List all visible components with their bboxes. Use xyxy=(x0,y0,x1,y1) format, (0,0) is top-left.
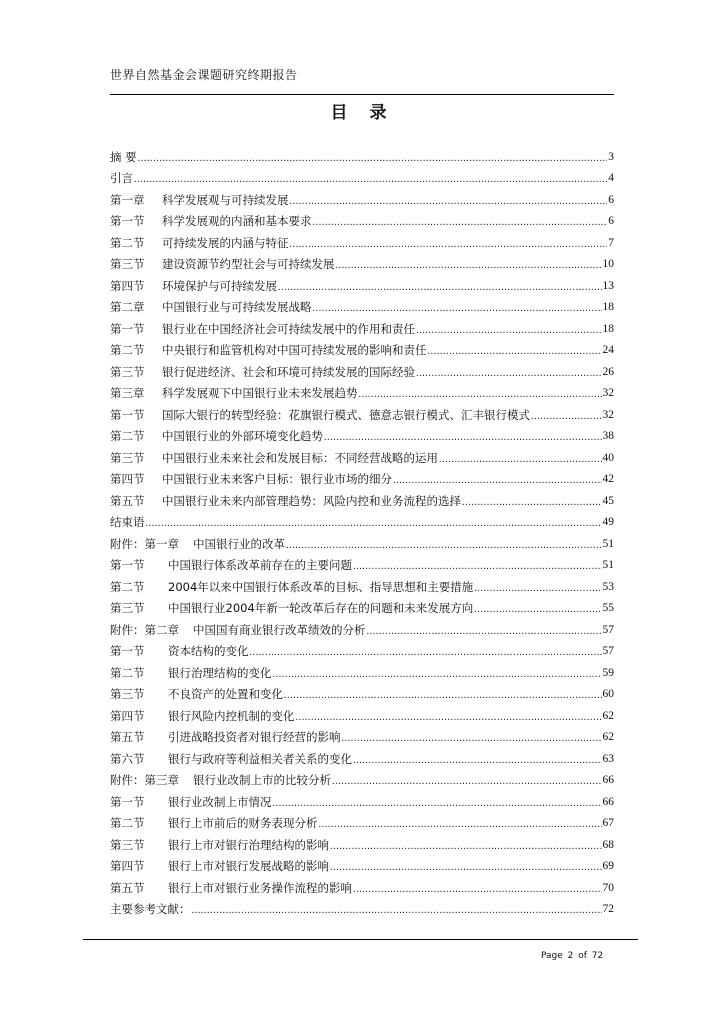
toc-entry-title: 银行上市对银行治理结构的影响 xyxy=(168,837,329,852)
toc-entry[interactable] xyxy=(110,443,614,465)
toc-dot-leader xyxy=(439,451,602,465)
toc-entry-label: 第四节 xyxy=(110,278,145,293)
toc-entry-label: 第一节 xyxy=(110,558,145,572)
toc-entry-title: 资本结构的变化 xyxy=(168,644,249,658)
toc-entry-title: 科学发展观的内涵和基本要求 xyxy=(162,214,312,228)
toc-entry[interactable] xyxy=(110,336,614,358)
toc-entry-page: 62 xyxy=(602,731,614,743)
toc-dot-leader xyxy=(296,709,602,723)
toc-entry-label: 第三节 xyxy=(110,837,145,852)
toc-entry-title: 中国银行业的外部环境变化趋势 xyxy=(162,429,323,443)
toc-dot-leader xyxy=(367,623,602,637)
toc-entry-label: 第四节 xyxy=(110,859,145,873)
toc-entry-label: 第二节 xyxy=(110,665,145,680)
toc-dot-leader xyxy=(250,644,602,658)
toc-entry-page: 70 xyxy=(602,881,614,894)
toc-entry-title: 科学发展观下中国银行业未来发展趋势 xyxy=(162,386,358,400)
toc-dot-leader xyxy=(324,429,602,443)
toc-entry-page: 51 xyxy=(602,537,614,550)
toc-dot-leader xyxy=(393,472,602,486)
toc-entry-page: 6 xyxy=(608,193,614,206)
toc-dot-leader xyxy=(290,193,608,207)
toc-entry-title: 银行风险内控机制的变化 xyxy=(168,708,295,723)
toc-dot-leader xyxy=(330,859,602,873)
toc-entry-title: 中国银行业与可持续发展战略 xyxy=(162,300,312,314)
toc-dot-leader xyxy=(278,279,602,293)
toc-entry-page: 60 xyxy=(602,688,614,700)
toc-entry-page: 18 xyxy=(602,322,614,335)
toc-dot-leader xyxy=(359,386,602,400)
toc-entry-title: 国际大银行的转型经验：花旗银行模式、德意志银行模式、汇丰银行模式 xyxy=(162,407,530,422)
toc-dot-leader xyxy=(462,494,602,508)
toc-entry-label: 第三节 xyxy=(110,601,145,615)
toc-entry-title: 银行治理结构的变化 xyxy=(168,665,272,680)
toc-entry-label: 第五节 xyxy=(110,730,145,744)
toc-entry-title: 银行上市对银行发展战略的影响 xyxy=(168,859,329,873)
toc-entry-title: 银行业改制上市的比较分析 xyxy=(193,773,331,787)
toc-entry-label: 第一节 xyxy=(110,794,145,809)
toc-entry-label: 附件：第三章 xyxy=(110,773,179,787)
toc-entry-page: 26 xyxy=(602,365,614,378)
toc-entry-label: 结束语 xyxy=(110,515,145,529)
toc-entry-page: 45 xyxy=(602,494,614,507)
toc-entry-label: 第一节 xyxy=(110,644,145,658)
toc-entry[interactable] xyxy=(110,465,614,487)
toc-dot-leader xyxy=(313,214,608,228)
toc-entry[interactable] xyxy=(110,572,614,594)
toc-entry[interactable] xyxy=(110,787,614,809)
toc-entry-page: 66 xyxy=(602,774,614,786)
toc-entry-label: 第四节 xyxy=(110,472,145,486)
toc-dot-leader xyxy=(146,515,602,529)
toc-entry-page: 10 xyxy=(602,258,614,270)
toc-entry[interactable] xyxy=(110,658,614,680)
toc-entry-page: 3 xyxy=(608,150,614,163)
toc-dot-leader xyxy=(290,236,608,250)
toc-entry-label: 第二节 xyxy=(110,235,145,250)
toc-dot-leader xyxy=(353,558,602,572)
toc-entry[interactable] xyxy=(110,873,614,895)
toc-entry-title: 银行业改制上市情况 xyxy=(168,794,272,809)
toc-entry-label: 第一节 xyxy=(110,214,145,228)
toc-entry-page: 32 xyxy=(602,408,614,421)
toc-entry[interactable] xyxy=(110,508,614,530)
footer-rule xyxy=(83,939,638,940)
toc-dot-leader xyxy=(313,300,602,314)
toc-entry-label: 第二节 xyxy=(110,816,145,830)
header-rule xyxy=(110,94,614,95)
toc-entry-page: 59 xyxy=(602,666,614,679)
toc-entry[interactable] xyxy=(110,852,614,874)
toc-entry-label: 第三节 xyxy=(110,450,145,465)
toc-entry-page: 51 xyxy=(602,559,614,571)
toc-entry-label: 第三章 xyxy=(110,386,145,400)
toc-entry-label: 第二节 xyxy=(110,579,145,594)
toc-entry-title: 建设资源节约型社会与可持续发展 xyxy=(162,257,335,271)
toc-entry-page: 67 xyxy=(602,817,614,829)
toc-entry-page: 57 xyxy=(602,623,614,636)
toc-entry-title: 可持续发展的内涵与特征 xyxy=(162,235,289,250)
toc-dot-leader xyxy=(474,601,601,615)
toc-entry-page: 57 xyxy=(602,645,614,657)
toc-entry[interactable] xyxy=(110,422,614,444)
toc-entry[interactable] xyxy=(110,637,614,659)
toc-entry-label: 附件：第一章 xyxy=(110,536,179,551)
toc-entry-title: 银行上市前后的财务表现分析 xyxy=(168,816,318,830)
toc-entry-title: 科学发展观与可持续发展 xyxy=(162,192,289,207)
toc-dot-leader xyxy=(416,365,602,379)
toc-entry-title: 银行上市对银行业务操作流程的影响 xyxy=(168,880,352,895)
toc-entry-label: 第四节 xyxy=(110,708,145,723)
toc-dot-leader xyxy=(330,838,602,852)
toc-dot-leader xyxy=(336,257,602,271)
toc-dot-leader xyxy=(286,537,602,551)
toc-entry-title: 中国国有商业银行改革绩效的分析 xyxy=(193,622,366,637)
toc-entry-page: 72 xyxy=(602,903,614,915)
toc-dot-leader xyxy=(273,795,602,809)
toc-entry-page: 49 xyxy=(602,516,614,528)
toc-entry-label: 第五节 xyxy=(110,493,145,508)
toc-entry[interactable] xyxy=(110,357,614,379)
toc-entry[interactable] xyxy=(110,615,614,637)
toc-entry-page: 62 xyxy=(602,709,614,722)
toc-entry-label: 第三节 xyxy=(110,364,145,379)
toc-entry[interactable] xyxy=(110,701,614,723)
toc-entry-page: 68 xyxy=(602,838,614,851)
toc-entry-page: 24 xyxy=(602,344,614,356)
toc-entry-label: 主要参考文献： xyxy=(110,902,191,916)
toc-entry[interactable] xyxy=(110,723,614,745)
toc-dot-leader xyxy=(474,580,601,594)
toc-entry-label: 第二节 xyxy=(110,343,145,357)
toc-entry[interactable] xyxy=(110,164,614,186)
toc-entry-page: 18 xyxy=(602,301,614,313)
toc-entry[interactable] xyxy=(110,228,614,250)
toc-entry[interactable] xyxy=(110,142,614,164)
toc-entry-title: 引进战略投资者对银行经营的影响 xyxy=(168,730,341,744)
toc-entry-label: 第五节 xyxy=(110,880,145,895)
toc-entry-page: 53 xyxy=(602,580,614,593)
toc-entry-title: 2004年以来中国银行体系改革的目标、指导思想和主要措施 xyxy=(168,579,474,594)
toc-entry[interactable] xyxy=(110,766,614,788)
toc-entry-page: 6 xyxy=(608,215,614,227)
toc-dot-leader xyxy=(192,902,602,916)
toc-entry-page: 69 xyxy=(602,860,614,872)
toc-entry-title: 中国银行业未来社会和发展目标：不同经营战略的运用 xyxy=(162,450,438,465)
toc-dot-leader xyxy=(342,730,602,744)
toc-entry[interactable] xyxy=(110,250,614,272)
toc-entry-label: 第一节 xyxy=(110,321,145,336)
toc-entry[interactable] xyxy=(110,680,614,702)
toc-entry-page: 66 xyxy=(602,795,614,808)
toc-dot-leader xyxy=(134,171,607,185)
toc-entry-label: 第三节 xyxy=(110,257,145,271)
toc-entry-page: 63 xyxy=(602,752,614,765)
toc-entry[interactable] xyxy=(110,400,614,422)
toc-dot-leader xyxy=(353,881,602,895)
toc-entry-label: 第一节 xyxy=(110,407,145,422)
toc-entry[interactable] xyxy=(110,486,614,508)
toc-entry[interactable] xyxy=(110,185,614,207)
toc-dot-leader xyxy=(531,408,602,422)
toc-entry-label: 第一章 xyxy=(110,192,145,207)
toc-entry[interactable] xyxy=(110,895,614,917)
toc-entry-title: 中央银行和监管机构对中国可持续发展的影响和责任 xyxy=(162,343,427,357)
toc-entry-label: 第二章 xyxy=(110,300,145,314)
toc-dot-leader xyxy=(353,752,602,766)
toc-entry-label: 第二节 xyxy=(110,429,145,443)
toc-entry[interactable] xyxy=(110,809,614,831)
toc-entry[interactable] xyxy=(110,207,614,229)
toc-entry[interactable] xyxy=(110,830,614,852)
toc-entry-title: 中国银行业的改革 xyxy=(193,536,285,551)
page-number: Page 2 of 72 xyxy=(541,951,604,961)
toc-entry-title: 银行业在中国经济社会可持续发展中的作用和责任 xyxy=(162,321,415,336)
toc-dot-leader xyxy=(273,666,602,680)
toc-dot-leader xyxy=(284,687,602,701)
toc-dot-leader xyxy=(332,773,602,787)
toc-entry-label: 引言 xyxy=(110,171,133,185)
toc-entry-title: 中国银行业2004年新一轮改革后存在的问题和未来发展方向 xyxy=(168,601,474,615)
toc-entry-title: 环境保护与可持续发展 xyxy=(162,278,277,293)
toc-entry-page: 32 xyxy=(602,387,614,399)
toc-entry[interactable] xyxy=(110,379,614,401)
table-of-contents xyxy=(110,142,614,916)
toc-entry[interactable] xyxy=(110,314,614,336)
toc-entry-title: 银行促进经济、社会和环境可持续发展的国际经验 xyxy=(162,364,415,379)
toc-entry-title: 中国银行体系改革前存在的主要问题 xyxy=(168,558,352,572)
running-header: 世界自然基金会课题研究终期报告 xyxy=(110,68,298,82)
toc-title: 目 录 xyxy=(330,103,395,123)
toc-entry-page: 7 xyxy=(608,236,614,249)
toc-entry-page: 4 xyxy=(608,172,614,184)
toc-entry[interactable] xyxy=(110,529,614,551)
toc-entry-page: 38 xyxy=(602,430,614,442)
toc-dot-leader xyxy=(138,150,608,164)
toc-entry-label: 第三节 xyxy=(110,687,145,701)
toc-entry[interactable] xyxy=(110,594,614,616)
toc-entry-page: 13 xyxy=(602,279,614,292)
toc-dot-leader xyxy=(428,343,602,357)
toc-entry-page: 55 xyxy=(602,602,614,614)
toc-entry-title: 中国银行业未来内部管理趋势：风险内控和业务流程的选择 xyxy=(162,493,461,508)
toc-entry-title: 不良资产的处置和变化 xyxy=(168,687,283,701)
toc-entry-title: 银行与政府等利益相关者关系的变化 xyxy=(168,751,352,766)
toc-dot-leader xyxy=(416,322,602,336)
toc-entry-title: 中国银行业未来客户目标：银行业市场的细分 xyxy=(162,472,392,486)
toc-entry[interactable] xyxy=(110,293,614,315)
toc-entry-label: 摘 要 xyxy=(110,149,137,164)
toc-entry-page: 42 xyxy=(602,473,614,485)
toc-entry[interactable] xyxy=(110,551,614,573)
toc-dot-leader xyxy=(319,816,602,830)
toc-entry-label: 附件：第二章 xyxy=(110,622,179,637)
toc-entry[interactable] xyxy=(110,271,614,293)
toc-entry-page: 40 xyxy=(602,451,614,464)
toc-entry[interactable] xyxy=(110,744,614,766)
toc-entry-label: 第六节 xyxy=(110,751,145,766)
